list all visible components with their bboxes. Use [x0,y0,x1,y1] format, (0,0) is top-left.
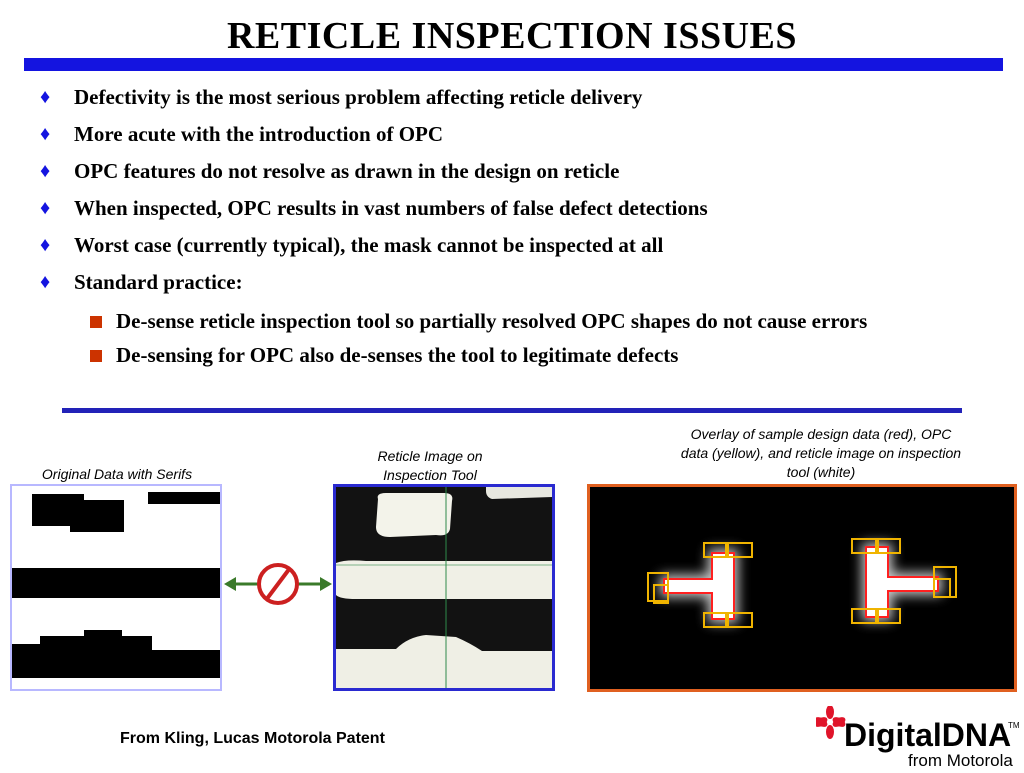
diamond-bullet-icon: ♦ [40,86,51,108]
original-data-image [10,484,222,691]
diamond-bullet-icon: ♦ [40,271,51,293]
overlay-image [587,484,1017,692]
bullet-text: OPC features do not resolve as drawn in the design on reticle [74,159,620,183]
bullet-text: Standard practice: [74,270,243,294]
bullet-text: When inspected, OPC results in vast numbers of false defect detections [74,196,708,220]
reticle-image-caption: Reticle Image on Inspection Tool [377,448,483,483]
reticle-drawing [336,487,552,688]
asterisk-icon [816,706,847,739]
slide-title: RETICLE INSPECTION ISSUES [226,15,798,57]
overlay-caption: Overlay of sample design data (red), OPC data (yellow), and reticle image on inspection tool (white) [680,426,962,480]
reticle-image [333,484,555,691]
diamond-bullet-icon: ♦ [40,234,51,256]
digital-dna-logo [816,706,1022,768]
bullet-list [40,84,980,374]
title-underline-bar [24,58,1003,71]
bullet-text: Worst case (currently typical), the mask cannot be inspected at all [74,233,664,257]
sub-bullet-item [88,306,980,336]
logo-wordmark: DigitalDNA [844,717,1012,753]
bullet-item [40,195,980,221]
bullet-item [40,232,980,258]
bullet-item [40,84,980,110]
bullet-text: Defectivity is the most serious problem affecting reticle delivery [74,85,643,109]
bullet-item [40,158,980,184]
diamond-bullet-icon: ♦ [40,160,51,182]
source-citation: From Kling, Lucas Motorola Patent [120,730,385,747]
original-data-drawing [12,486,220,689]
sub-bullet-item [88,340,980,370]
logo-tagline: from Motorola [908,751,1013,768]
not-equal-arrow-icon [222,558,334,610]
original-data-caption: Original Data with Serifs [41,466,193,482]
square-bullet-icon [90,316,102,328]
section-divider [62,408,962,413]
sub-bullet-text: De-sensing for OPC also de-senses the tool to legitimate defects [116,343,679,367]
square-bullet-icon [90,350,102,362]
sub-bullet-text: De-sense reticle inspection tool so partially resolved OPC shapes do not cause errors [116,309,868,333]
overlay-drawing [590,487,1014,689]
diamond-bullet-icon: ♦ [40,123,51,145]
logo-graphic [816,706,1022,768]
svg-text:TM: TM [1008,721,1020,730]
bullet-item [40,269,980,295]
bullet-text: More acute with the introduction of OPC [74,122,444,146]
bullet-item [40,121,980,147]
diamond-bullet-icon: ♦ [40,197,51,219]
